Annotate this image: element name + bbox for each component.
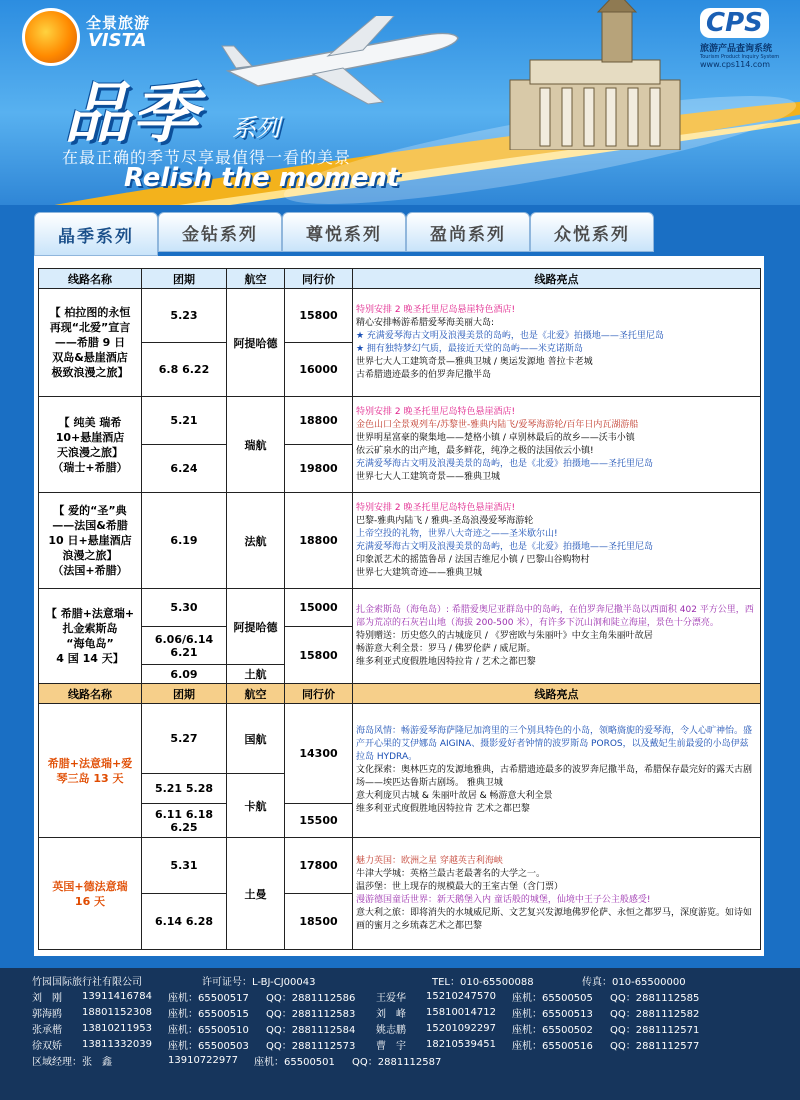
- contact-name: 曹 宇: [376, 1040, 406, 1052]
- route-price: 18800: [285, 493, 353, 589]
- contact-name: 徐双娇: [32, 1040, 62, 1052]
- highlight-line: 古希腊遗迹最多的伯罗奔尼撒半岛: [356, 369, 492, 380]
- route-airline: 土曼: [227, 838, 285, 950]
- telephone: TEL：010-65500088: [432, 976, 534, 988]
- footer-company-row: [32, 972, 768, 988]
- logo-en: VISTA: [88, 30, 147, 51]
- tab-zhongyue[interactable]: 众悦系列: [530, 212, 654, 252]
- contact-phone: 座机：65500515: [168, 1008, 249, 1020]
- highlight-line: 维多利亚式度假胜地因特拉肯 / 艺术之都巴黎: [356, 656, 536, 667]
- contact-mobile: 15201092297: [426, 1022, 496, 1034]
- company-name: 竹园国际旅行社有限公司: [32, 976, 142, 988]
- route-highlights: [353, 289, 761, 397]
- contact-mobile: 18210539451: [426, 1038, 496, 1050]
- highlight-line: 维多利亚式度假胜地因特拉肯 艺术之都巴黎: [356, 804, 530, 814]
- route-price: 17800: [285, 838, 353, 894]
- highlight-line: 漫游德国童话世界：新天鹅堡入内 童话般的城堡，仙境中王子公主般感受!: [356, 894, 651, 905]
- contact-row: [32, 988, 768, 1004]
- route-date: 5.30: [142, 589, 227, 627]
- table-row: [39, 493, 761, 589]
- route-airline: 国航: [227, 704, 285, 774]
- highlight-line: 畅游意大利全景：罗马 / 佛罗伦萨 / 威尼斯。: [356, 643, 536, 654]
- route-date: 6.14 6.28: [142, 894, 227, 950]
- table-row: [39, 589, 761, 627]
- route-highlights: [353, 704, 761, 838]
- manager-qq: QQ：2881112587: [352, 1056, 442, 1068]
- route-date: 5.21 5.28: [142, 774, 227, 804]
- cps-logo: CPS: [700, 8, 769, 38]
- contact-phone: 座机：65500516: [512, 1040, 593, 1052]
- contact-name: 王爱华: [376, 992, 406, 1004]
- footer-contacts: [0, 968, 800, 1100]
- contact-qq: QQ：2881112585: [610, 992, 700, 1004]
- highlight-line: ★ 拥有独特梦幻气质，最接近天堂的岛屿——米克诺斯岛: [356, 343, 583, 354]
- highlight-line: 牛津大学城：英格兰最古老最著名的大学之一。: [356, 868, 546, 879]
- highlight-line: 特别赠送：历史悠久的古城庞贝 / 《罗密欧与朱丽叶》中女主角朱丽叶故居: [356, 630, 653, 641]
- col-header: 线路亮点: [353, 269, 761, 289]
- route-highlights: [353, 493, 761, 589]
- contact-mobile: 18801152308: [82, 1006, 152, 1018]
- route-date: 6.06/6.14 6.21: [142, 627, 227, 665]
- highlight-line: 海岛风情：畅游爱琴海萨隆尼加湾里的三个别具特色的小岛，领略旖旎的爱琴海，令人心旷神怡。盛产开心果的艾伊娜岛 AIGINA、摄影爱好者钟情的波罗斯岛 POROS，以及戴妃生前最爱的小岛伊兹拉岛 HYDRA。: [356, 726, 753, 762]
- col-header: 线路名称: [39, 269, 142, 289]
- route-highlights: [353, 397, 761, 493]
- col-header: 团期: [142, 684, 227, 704]
- highlight-line: 特别安排 2 晚圣托里尼岛特色悬崖酒店!: [356, 502, 516, 513]
- cps-cn: 旅游产品查询系统: [700, 44, 773, 54]
- route-date: 6.19: [142, 493, 227, 589]
- highlight-line: 充满爱琴海古文明及浪漫美景的岛屿，也是《北爱》拍摄地——圣托里尼岛: [356, 458, 654, 469]
- route-airline: 阿提哈德: [227, 289, 285, 397]
- route-highlights: [353, 589, 761, 684]
- route-price: 18500: [285, 894, 353, 950]
- contact-qq: QQ：2881112586: [266, 992, 356, 1004]
- highlight-line: 世界七大人工建筑奇景—雅典卫城 / 奥运发源地 普拉卡老城: [356, 356, 593, 367]
- contact-phone: 座机：65500517: [168, 992, 249, 1004]
- contact-mobile: 15810014712: [426, 1006, 496, 1018]
- route-price: 19800: [285, 445, 353, 493]
- contact-mobile: 13811332039: [82, 1038, 152, 1050]
- col-header: 航空: [227, 269, 285, 289]
- route-price: 14300: [285, 704, 353, 804]
- series-title: 品季: [64, 75, 200, 152]
- route-airline: 阿提哈德: [227, 589, 285, 665]
- contact-row: [32, 1036, 768, 1052]
- col-header: 线路亮点: [353, 684, 761, 704]
- manager-name: 区域经理：张 鑫: [32, 1056, 112, 1068]
- route-price: 15000: [285, 589, 353, 627]
- route-date: 5.31: [142, 838, 227, 894]
- highlight-line: 文化探索：奥林匹克的发源地雅典，古希腊遗迹最多的波罗奔尼撒半岛，希腊保存最完好的露天古剧场——埃匹达鲁斯古剧场。 雅典卫城: [356, 765, 753, 788]
- route-name: 【 柏拉图的永恒 再现“北爱”宣言 ——希腊 9 日 双岛&悬崖酒店 极致浪漫之旅】: [39, 289, 142, 397]
- route-date: 5.27: [142, 704, 227, 774]
- table-row: [39, 838, 761, 894]
- landmark-building-icon: [490, 0, 700, 150]
- main-panel: [34, 256, 764, 956]
- col-header: 同行价: [285, 269, 353, 289]
- col-header: 团期: [142, 269, 227, 289]
- contact-mobile: 13911416784: [82, 990, 152, 1002]
- license-number: 许可证号：L-BJ-CJ00043: [202, 976, 316, 988]
- series-tabs: [34, 212, 764, 256]
- highlight-line: ★ 充满爱琴海古文明及浪漫美景的岛屿，也是《北爱》拍摄地——圣托里尼岛: [356, 330, 664, 341]
- tab-yingshang[interactable]: 盈尚系列: [406, 212, 530, 252]
- highlight-line: 意大利之旅：即将消失的水城威尼斯、文艺复兴发源地佛罗伦萨、永恒之都罗马，深度游览。如诗如画的蜜月之乡琉森艺术之都巴黎: [356, 907, 753, 931]
- fax: 传真：010-65500000: [582, 976, 686, 988]
- cps-url: www.cps114.com: [700, 60, 770, 69]
- manager-phone: 座机：65500501: [254, 1056, 335, 1068]
- table-row: [39, 704, 761, 774]
- highlight-line: 精心安排畅游希腊爱琴海美丽大岛:: [356, 317, 495, 328]
- contact-name: 张承楷: [32, 1024, 62, 1036]
- contact-name: 姚志鹏: [376, 1024, 406, 1036]
- route-highlights: [353, 838, 761, 950]
- header-banner: [0, 0, 800, 205]
- route-airline: 卡航: [227, 774, 285, 838]
- contact-mobile: 13810211953: [82, 1022, 152, 1034]
- route-name: 【 纯美 瑞希 10+悬崖酒店 天浪漫之旅】 （瑞士+希腊）: [39, 397, 142, 493]
- highlight-line: 巴黎-雅典内陆飞 / 雅典-圣岛浪漫爱琴海游轮: [356, 515, 534, 526]
- cps-badge: [700, 8, 790, 69]
- route-date: 5.23: [142, 289, 227, 343]
- highlight-line: 充满爱琴海古文明及浪漫美景的岛屿，也是《北爱》拍摄地——圣托里尼岛: [356, 541, 654, 552]
- highlight-line: 印象派艺术的摇篮鲁昂 / 法国吉维尼小镇 / 巴黎山谷购物村: [356, 554, 590, 565]
- route-date: 6.09: [142, 665, 227, 684]
- contact-qq: QQ：2881112571: [610, 1024, 700, 1036]
- contact-phone: 座机：65500513: [512, 1008, 593, 1020]
- highlight-line: 魅力英国：欧洲之星 穿越英吉利海峡: [356, 855, 503, 866]
- contact-name: 郭海鸥: [32, 1008, 62, 1020]
- route-price: 15500: [285, 804, 353, 838]
- route-price: 18800: [285, 397, 353, 445]
- contact-phone: 座机：65500502: [512, 1024, 593, 1036]
- contact-row: [32, 1020, 768, 1036]
- route-price: 15800: [285, 289, 353, 343]
- highlight-line: 温莎堡：世上现存的规模最大的王室古堡（含门票）: [356, 881, 564, 892]
- contact-mobile: 15210247570: [426, 990, 496, 1002]
- tagline-en: Relish the moment: [124, 163, 400, 193]
- logo-cn: 全景旅游: [86, 14, 151, 32]
- table-row: [39, 289, 761, 343]
- manager-row: [32, 1052, 768, 1068]
- cps-en: Tourism Product Inquiry System: [700, 54, 780, 60]
- highlight-line: 金色山口全景观列车/苏黎世-雅典内陆飞/爱琴海游轮/百年日内瓦湖游船: [356, 419, 639, 430]
- route-table: [38, 268, 761, 950]
- table-row: [39, 397, 761, 445]
- manager-mobile: 13910722977: [168, 1054, 238, 1066]
- route-name: 【 希腊+法意瑞+ 扎金索斯岛 “海龟岛” 4 国 14 天】: [39, 589, 142, 684]
- highlight-line: 特别安排 2 晚圣托里尼岛特色悬崖酒店!: [356, 406, 516, 417]
- contact-phone: 座机：65500503: [168, 1040, 249, 1052]
- route-price: 15800: [285, 627, 353, 684]
- vista-logo-icon: [22, 8, 80, 66]
- highlight-line: 意大利庞贝古城 & 朱丽叶故居 & 畅游意大利全景: [356, 791, 553, 801]
- route-airline: 瑞航: [227, 397, 285, 493]
- highlight-line: 扎金索斯岛（海龟岛）: 希腊爱奥尼亚群岛中的岛屿，在伯罗奔尼撒半岛以西面积 402 平方公里，西部为荒凉的石灰岩山地（海拔 200-500 米），有许多下沉山洞和陡立海崖，景色十分漂亮。: [356, 604, 754, 628]
- tab-pinji[interactable]: 晶季系列: [34, 212, 158, 256]
- highlight-line: 依云矿泉水的出产地，最多鲜花，纯净之极的法国依云小镇!: [356, 445, 594, 456]
- airplane-icon: [218, 16, 468, 106]
- contact-qq: QQ：2881112582: [610, 1008, 700, 1020]
- highlight-line: 特别安排 2 晚圣托里尼岛悬崖特色酒店!: [356, 304, 516, 315]
- series-subtitle: 系列: [232, 114, 280, 142]
- contact-phone: 座机：65500505: [512, 992, 593, 1004]
- route-date: 5.21: [142, 397, 227, 445]
- route-price: 16000: [285, 343, 353, 397]
- contact-qq: QQ：2881112577: [610, 1040, 700, 1052]
- col-header: 航空: [227, 684, 285, 704]
- route-date: 6.24: [142, 445, 227, 493]
- route-airline: 土航: [227, 665, 285, 684]
- route-date: 6.11 6.18 6.25: [142, 804, 227, 838]
- highlight-line: 世界七大人工建筑奇景——雅典卫城: [356, 471, 501, 482]
- highlight-line: 世界七大建筑奇迹——雅典卫城: [356, 567, 483, 578]
- tab-jinzuan[interactable]: 金钻系列: [158, 212, 282, 252]
- highlight-line: 世界明星富豪的聚集地——楚格小镇 / 卓别林最后的故乡——沃韦小镇: [356, 432, 635, 443]
- table-header-row: [39, 684, 761, 704]
- contact-name: 刘 刚: [32, 992, 62, 1004]
- contact-qq: QQ：2881112584: [266, 1024, 356, 1036]
- col-header: 线路名称: [39, 684, 142, 704]
- contact-name: 刘 峰: [376, 1008, 406, 1020]
- route-airline: 法航: [227, 493, 285, 589]
- contact-qq: QQ：2881112583: [266, 1008, 356, 1020]
- contact-qq: QQ：2881112573: [266, 1040, 356, 1052]
- contact-phone: 座机：65500510: [168, 1024, 249, 1036]
- tab-zunyue[interactable]: 尊悦系列: [282, 212, 406, 252]
- tagline-cn: 在最正确的季节尽享最值得一看的美景: [62, 148, 352, 167]
- table-header-row: [39, 269, 761, 289]
- route-name: 英国+德法意瑞 16 天: [39, 838, 142, 950]
- highlight-line: 上帝空投的礼物，世界八大奇迹之——圣米歇尔山!: [356, 528, 558, 539]
- route-name: 【 爱的“圣”典 ——法国&希腊 10 日+悬崖酒店 浪漫之旅】 （法国+希腊）: [39, 493, 142, 589]
- route-name: 希腊+法意瑞+爱 琴三岛 13 天: [39, 704, 142, 838]
- contact-row: [32, 1004, 768, 1020]
- col-header: 同行价: [285, 684, 353, 704]
- route-date: 6.8 6.22: [142, 343, 227, 397]
